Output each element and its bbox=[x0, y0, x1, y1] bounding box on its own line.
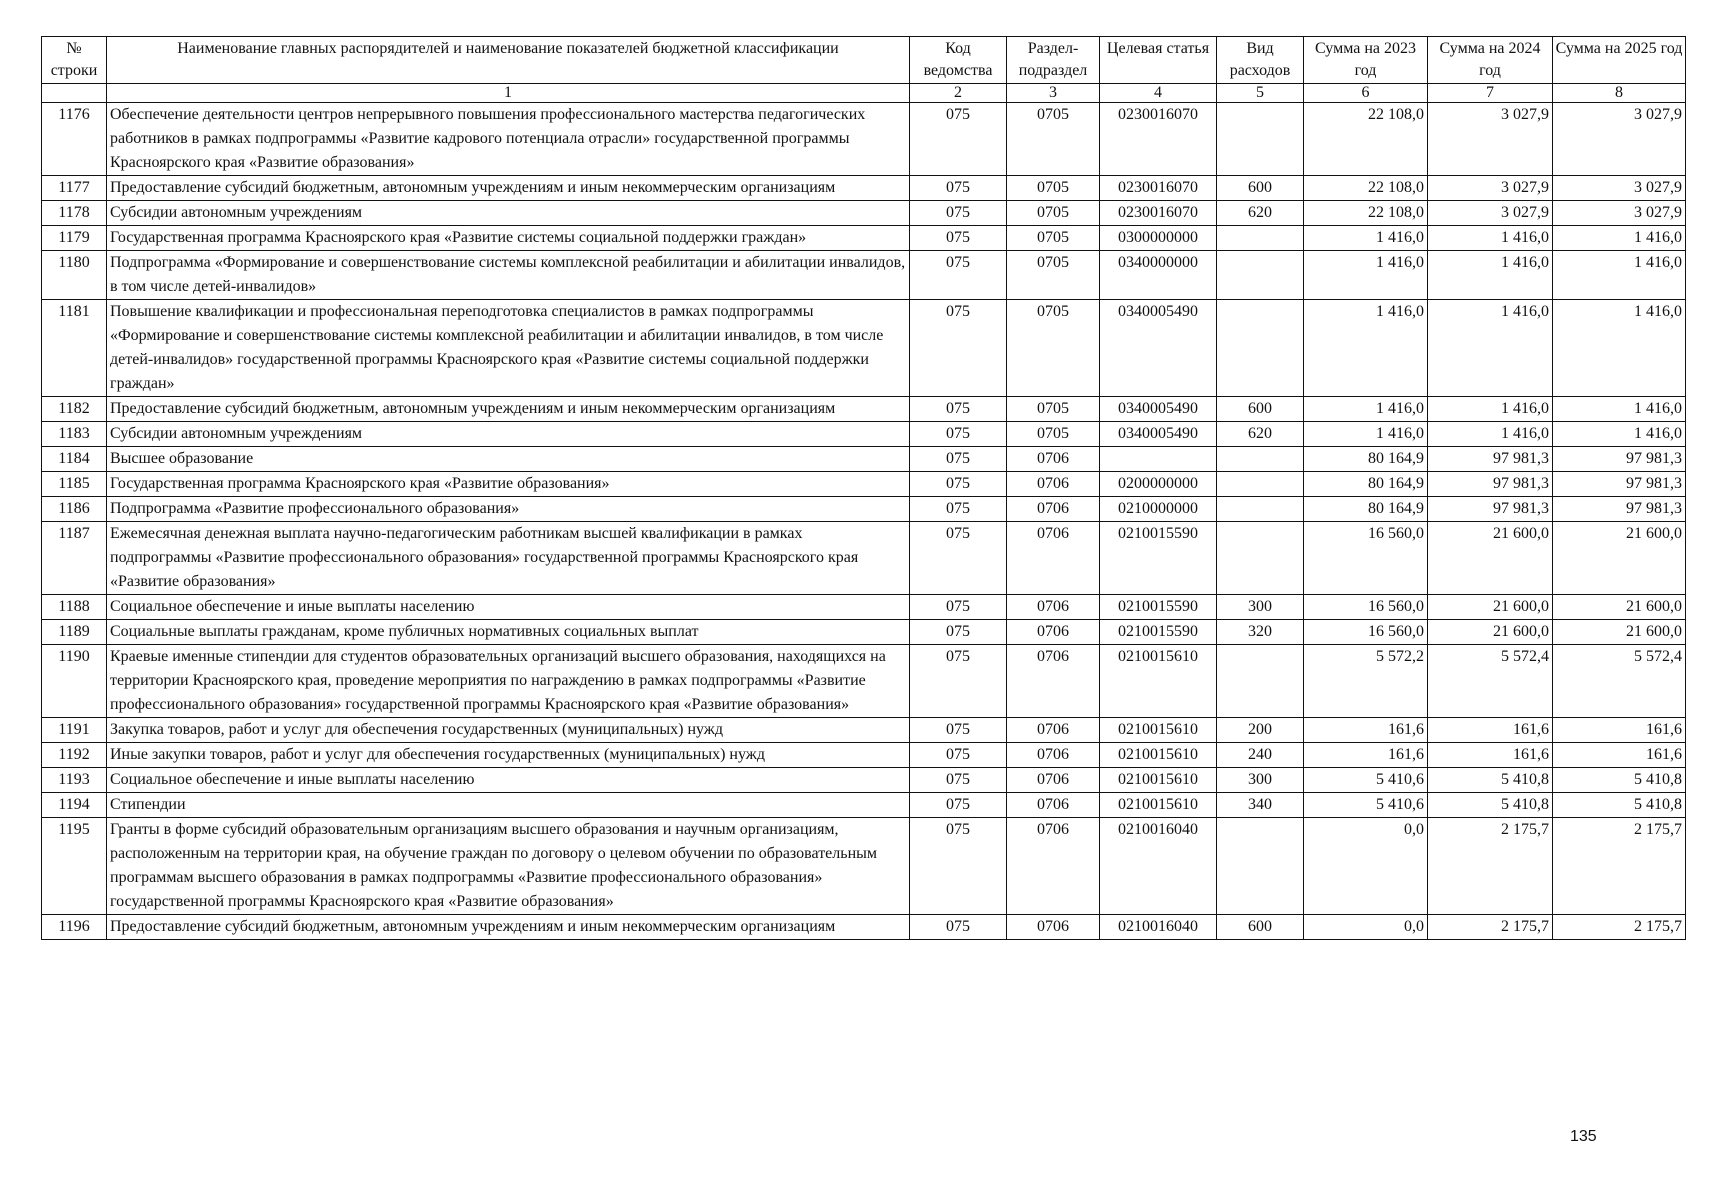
target-article-cell: 0210015590 bbox=[1100, 595, 1217, 620]
row-name-cell: Социальное обеспечение и иные выплаты населению bbox=[107, 595, 910, 620]
section-cell: 0706 bbox=[1007, 472, 1100, 497]
sum-2024-cell: 3 027,9 bbox=[1428, 201, 1553, 226]
row-name-cell: Подпрограмма «Формирование и совершенствование системы комплексной реабилитации и абилитации инвалидов, в том числе детей-инвалидов» bbox=[107, 251, 910, 300]
sum-2023-cell: 16 560,0 bbox=[1304, 522, 1428, 595]
row-name-cell: Субсидии автономным учреждениям bbox=[107, 422, 910, 447]
row-number-cell: 1183 bbox=[42, 422, 107, 447]
header-row-number: № строки bbox=[42, 37, 107, 84]
table-row bbox=[42, 743, 1686, 768]
row-name-cell: Государственная программа Красноярского края «Развитие системы социальной поддержки граждан» bbox=[107, 226, 910, 251]
row-name-cell: Стипендии bbox=[107, 793, 910, 818]
expense-type-cell: 240 bbox=[1217, 743, 1304, 768]
row-number-cell: 1191 bbox=[42, 718, 107, 743]
table-row bbox=[42, 793, 1686, 818]
department-code-cell: 075 bbox=[910, 915, 1007, 940]
sum-2023-cell: 1 416,0 bbox=[1304, 251, 1428, 300]
row-number-cell: 1181 bbox=[42, 300, 107, 397]
section-cell: 0705 bbox=[1007, 201, 1100, 226]
row-number-cell: 1187 bbox=[42, 522, 107, 595]
row-number-cell: 1196 bbox=[42, 915, 107, 940]
table-row bbox=[42, 818, 1686, 915]
section-cell: 0706 bbox=[1007, 497, 1100, 522]
column-index: 8 bbox=[1553, 84, 1686, 103]
sum-2023-cell: 0,0 bbox=[1304, 818, 1428, 915]
expense-type-cell: 340 bbox=[1217, 793, 1304, 818]
row-number-cell: 1182 bbox=[42, 397, 107, 422]
department-code-cell: 075 bbox=[910, 768, 1007, 793]
section-cell: 0705 bbox=[1007, 397, 1100, 422]
sum-2025-cell: 3 027,9 bbox=[1553, 176, 1686, 201]
sum-2025-cell: 21 600,0 bbox=[1553, 595, 1686, 620]
sum-2023-cell: 1 416,0 bbox=[1304, 422, 1428, 447]
sum-2024-cell: 21 600,0 bbox=[1428, 620, 1553, 645]
expense-type-cell: 300 bbox=[1217, 768, 1304, 793]
row-name-cell: Ежемесячная денежная выплата научно-педагогическим работникам высшей квалификации в рамках подпрограммы «Развитие профессионального образования» государственной программы Красноярского края «Развитие образования» bbox=[107, 522, 910, 595]
header-target-article: Целевая статья bbox=[1100, 37, 1217, 84]
table-row bbox=[42, 397, 1686, 422]
table-row bbox=[42, 915, 1686, 940]
row-number-cell: 1179 bbox=[42, 226, 107, 251]
expense-type-cell: 600 bbox=[1217, 397, 1304, 422]
department-code-cell: 075 bbox=[910, 743, 1007, 768]
sum-2024-cell: 2 175,7 bbox=[1428, 818, 1553, 915]
section-cell: 0706 bbox=[1007, 768, 1100, 793]
target-article-cell: 0340005490 bbox=[1100, 397, 1217, 422]
row-name-cell: Предоставление субсидий бюджетным, автономным учреждениям и иным некоммерческим организациям bbox=[107, 176, 910, 201]
target-article-cell: 0340000000 bbox=[1100, 251, 1217, 300]
column-index: 2 bbox=[910, 84, 1007, 103]
section-cell: 0705 bbox=[1007, 422, 1100, 447]
section-cell: 0705 bbox=[1007, 300, 1100, 397]
expense-type-cell bbox=[1217, 645, 1304, 718]
sum-2023-cell: 161,6 bbox=[1304, 743, 1428, 768]
target-article-cell: 0210015590 bbox=[1100, 522, 1217, 595]
row-name-cell: Субсидии автономным учреждениям bbox=[107, 201, 910, 226]
sum-2023-cell: 22 108,0 bbox=[1304, 176, 1428, 201]
sum-2023-cell: 22 108,0 bbox=[1304, 201, 1428, 226]
page-number: 135 bbox=[1570, 1128, 1597, 1145]
expense-type-cell: 600 bbox=[1217, 915, 1304, 940]
sum-2025-cell: 5 410,8 bbox=[1553, 768, 1686, 793]
section-cell: 0706 bbox=[1007, 645, 1100, 718]
row-name-cell: Закупка товаров, работ и услуг для обеспечения государственных (муниципальных) нужд bbox=[107, 718, 910, 743]
row-name-cell: Повышение квалификации и профессиональная переподготовка специалистов в рамках подпрограммы «Формирование и совершенствование системы комплексной реабилитации и абилитации инвалидов, в том числе детей-инвалидов» государственной программы Красноярского края «Развитие системы социальной поддержки граждан» bbox=[107, 300, 910, 397]
sum-2024-cell: 21 600,0 bbox=[1428, 522, 1553, 595]
row-number-cell: 1193 bbox=[42, 768, 107, 793]
sum-2025-cell: 2 175,7 bbox=[1553, 818, 1686, 915]
section-cell: 0705 bbox=[1007, 251, 1100, 300]
table-row bbox=[42, 768, 1686, 793]
target-article-cell: 0210015610 bbox=[1100, 743, 1217, 768]
department-code-cell: 075 bbox=[910, 472, 1007, 497]
table-row bbox=[42, 176, 1686, 201]
sum-2024-cell: 5 572,4 bbox=[1428, 645, 1553, 718]
expense-type-cell bbox=[1217, 522, 1304, 595]
target-article-cell: 0210015590 bbox=[1100, 620, 1217, 645]
sum-2025-cell: 1 416,0 bbox=[1553, 251, 1686, 300]
column-index: 7 bbox=[1428, 84, 1553, 103]
column-index: 6 bbox=[1304, 84, 1428, 103]
header-name: Наименование главных распорядителей и наименование показателей бюджетной классификации bbox=[107, 37, 910, 84]
column-index bbox=[42, 84, 107, 103]
target-article-cell: 0210016040 bbox=[1100, 818, 1217, 915]
sum-2023-cell: 16 560,0 bbox=[1304, 595, 1428, 620]
header-sum-2025: Сумма на 2025 год bbox=[1553, 37, 1686, 84]
target-article-cell: 0210016040 bbox=[1100, 915, 1217, 940]
header-sum-2023: Сумма на 2023 год bbox=[1304, 37, 1428, 84]
department-code-cell: 075 bbox=[910, 595, 1007, 620]
sum-2025-cell: 97 981,3 bbox=[1553, 447, 1686, 472]
expense-type-cell: 600 bbox=[1217, 176, 1304, 201]
row-name-cell: Социальные выплаты гражданам, кроме публичных нормативных социальных выплат bbox=[107, 620, 910, 645]
expense-type-cell bbox=[1217, 497, 1304, 522]
target-article-cell: 0340005490 bbox=[1100, 300, 1217, 397]
row-name-cell: Государственная программа Красноярского края «Развитие образования» bbox=[107, 472, 910, 497]
target-article-cell: 0210015610 bbox=[1100, 768, 1217, 793]
expense-type-cell: 300 bbox=[1217, 595, 1304, 620]
table-row bbox=[42, 595, 1686, 620]
sum-2023-cell: 5 410,6 bbox=[1304, 793, 1428, 818]
sum-2023-cell: 80 164,9 bbox=[1304, 497, 1428, 522]
section-cell: 0706 bbox=[1007, 595, 1100, 620]
section-cell: 0706 bbox=[1007, 743, 1100, 768]
table-row bbox=[42, 201, 1686, 226]
row-name-cell: Обеспечение деятельности центров непрерывного повышения профессионального мастерства педагогических работников в рамках подпрограммы «Развитие кадрового потенциала отрасли» государственной программы Красноярского края «Развитие образования» bbox=[107, 103, 910, 176]
budget-document bbox=[41, 36, 1686, 940]
sum-2025-cell: 161,6 bbox=[1553, 743, 1686, 768]
department-code-cell: 075 bbox=[910, 645, 1007, 718]
table-row bbox=[42, 300, 1686, 397]
sum-2024-cell: 1 416,0 bbox=[1428, 422, 1553, 447]
table-row bbox=[42, 620, 1686, 645]
target-article-cell: 0300000000 bbox=[1100, 226, 1217, 251]
sum-2025-cell: 97 981,3 bbox=[1553, 472, 1686, 497]
target-article-cell: 0210000000 bbox=[1100, 497, 1217, 522]
sum-2025-cell: 1 416,0 bbox=[1553, 397, 1686, 422]
row-name-cell: Краевые именные стипендии для студентов образовательных организаций высшего образования, находящихся на территории Красноярского края, проведение мероприятия по награждению в рамках подпрограммы «Развитие профессионального образования» государственной программы Красноярского края «Развитие образования» bbox=[107, 645, 910, 718]
expense-type-cell bbox=[1217, 472, 1304, 497]
target-article-cell: 0230016070 bbox=[1100, 201, 1217, 226]
sum-2023-cell: 0,0 bbox=[1304, 915, 1428, 940]
header-section: Раздел-подраздел bbox=[1007, 37, 1100, 84]
department-code-cell: 075 bbox=[910, 103, 1007, 176]
sum-2023-cell: 80 164,9 bbox=[1304, 447, 1428, 472]
department-code-cell: 075 bbox=[910, 620, 1007, 645]
expense-type-cell: 200 bbox=[1217, 718, 1304, 743]
header-sum-2024: Сумма на 2024 год bbox=[1428, 37, 1553, 84]
section-cell: 0706 bbox=[1007, 447, 1100, 472]
target-article-cell: 0230016070 bbox=[1100, 103, 1217, 176]
target-article-cell: 0230016070 bbox=[1100, 176, 1217, 201]
sum-2024-cell: 97 981,3 bbox=[1428, 472, 1553, 497]
sum-2025-cell: 97 981,3 bbox=[1553, 497, 1686, 522]
target-article-cell: 0210015610 bbox=[1100, 718, 1217, 743]
sum-2024-cell: 97 981,3 bbox=[1428, 447, 1553, 472]
sum-2024-cell: 1 416,0 bbox=[1428, 226, 1553, 251]
department-code-cell: 075 bbox=[910, 447, 1007, 472]
row-number-cell: 1189 bbox=[42, 620, 107, 645]
expense-type-cell bbox=[1217, 226, 1304, 251]
table-header-row bbox=[42, 37, 1686, 84]
sum-2024-cell: 1 416,0 bbox=[1428, 397, 1553, 422]
sum-2025-cell: 3 027,9 bbox=[1553, 103, 1686, 176]
target-article-cell: 0340005490 bbox=[1100, 422, 1217, 447]
section-cell: 0705 bbox=[1007, 103, 1100, 176]
expense-type-cell bbox=[1217, 300, 1304, 397]
row-number-cell: 1176 bbox=[42, 103, 107, 176]
header-department-code: Код ведомства bbox=[910, 37, 1007, 84]
budget-table bbox=[41, 36, 1686, 940]
sum-2025-cell: 5 572,4 bbox=[1553, 645, 1686, 718]
sum-2025-cell: 21 600,0 bbox=[1553, 620, 1686, 645]
column-index: 3 bbox=[1007, 84, 1100, 103]
row-name-cell: Высшее образование bbox=[107, 447, 910, 472]
section-cell: 0706 bbox=[1007, 793, 1100, 818]
row-number-cell: 1180 bbox=[42, 251, 107, 300]
table-row bbox=[42, 447, 1686, 472]
target-article-cell bbox=[1100, 447, 1217, 472]
row-name-cell: Предоставление субсидий бюджетным, автономным учреждениям и иным некоммерческим организациям bbox=[107, 397, 910, 422]
department-code-cell: 075 bbox=[910, 397, 1007, 422]
section-cell: 0706 bbox=[1007, 818, 1100, 915]
target-article-cell: 0200000000 bbox=[1100, 472, 1217, 497]
sum-2023-cell: 5 572,2 bbox=[1304, 645, 1428, 718]
sum-2023-cell: 1 416,0 bbox=[1304, 226, 1428, 251]
table-row bbox=[42, 251, 1686, 300]
department-code-cell: 075 bbox=[910, 497, 1007, 522]
row-name-cell: Гранты в форме субсидий образовательным организациям высшего образования и научным организациям, расположенным на территории края, на обучение граждан по договору о целевом обучении по образовательным программам высшего образования в рамках подпрограммы «Развитие профессионального образования» государственной программы Красноярского края «Развитие образования» bbox=[107, 818, 910, 915]
sum-2024-cell: 161,6 bbox=[1428, 718, 1553, 743]
row-name-cell: Подпрограмма «Развитие профессионального образования» bbox=[107, 497, 910, 522]
row-number-cell: 1190 bbox=[42, 645, 107, 718]
sum-2025-cell: 3 027,9 bbox=[1553, 201, 1686, 226]
expense-type-cell: 620 bbox=[1217, 201, 1304, 226]
row-number-cell: 1195 bbox=[42, 818, 107, 915]
sum-2023-cell: 161,6 bbox=[1304, 718, 1428, 743]
sum-2023-cell: 5 410,6 bbox=[1304, 768, 1428, 793]
section-cell: 0705 bbox=[1007, 226, 1100, 251]
department-code-cell: 075 bbox=[910, 300, 1007, 397]
section-cell: 0706 bbox=[1007, 718, 1100, 743]
target-article-cell: 0210015610 bbox=[1100, 645, 1217, 718]
table-row bbox=[42, 472, 1686, 497]
table-row bbox=[42, 422, 1686, 447]
sum-2023-cell: 80 164,9 bbox=[1304, 472, 1428, 497]
sum-2023-cell: 1 416,0 bbox=[1304, 397, 1428, 422]
column-index: 4 bbox=[1100, 84, 1217, 103]
sum-2025-cell: 21 600,0 bbox=[1553, 522, 1686, 595]
sum-2023-cell: 22 108,0 bbox=[1304, 103, 1428, 176]
sum-2023-cell: 16 560,0 bbox=[1304, 620, 1428, 645]
sum-2024-cell: 161,6 bbox=[1428, 743, 1553, 768]
table-row bbox=[42, 645, 1686, 718]
row-name-cell: Предоставление субсидий бюджетным, автономным учреждениям и иным некоммерческим организациям bbox=[107, 915, 910, 940]
table-row bbox=[42, 103, 1686, 176]
table-row bbox=[42, 497, 1686, 522]
table-row bbox=[42, 718, 1686, 743]
department-code-cell: 075 bbox=[910, 718, 1007, 743]
table-row bbox=[42, 226, 1686, 251]
sum-2024-cell: 3 027,9 bbox=[1428, 176, 1553, 201]
row-number-cell: 1178 bbox=[42, 201, 107, 226]
header-expense-type: Вид расходов bbox=[1217, 37, 1304, 84]
sum-2024-cell: 1 416,0 bbox=[1428, 251, 1553, 300]
department-code-cell: 075 bbox=[910, 422, 1007, 447]
expense-type-cell: 320 bbox=[1217, 620, 1304, 645]
sum-2025-cell: 5 410,8 bbox=[1553, 793, 1686, 818]
sum-2024-cell: 97 981,3 bbox=[1428, 497, 1553, 522]
sum-2025-cell: 161,6 bbox=[1553, 718, 1686, 743]
row-number-cell: 1185 bbox=[42, 472, 107, 497]
department-code-cell: 075 bbox=[910, 522, 1007, 595]
department-code-cell: 075 bbox=[910, 201, 1007, 226]
row-number-cell: 1186 bbox=[42, 497, 107, 522]
target-article-cell: 0210015610 bbox=[1100, 793, 1217, 818]
table-body bbox=[42, 103, 1686, 940]
sum-2025-cell: 1 416,0 bbox=[1553, 226, 1686, 251]
row-number-cell: 1184 bbox=[42, 447, 107, 472]
row-number-cell: 1177 bbox=[42, 176, 107, 201]
row-name-cell: Иные закупки товаров, работ и услуг для обеспечения государственных (муниципальных) нужд bbox=[107, 743, 910, 768]
expense-type-cell bbox=[1217, 818, 1304, 915]
expense-type-cell bbox=[1217, 103, 1304, 176]
sum-2024-cell: 5 410,8 bbox=[1428, 768, 1553, 793]
expense-type-cell: 620 bbox=[1217, 422, 1304, 447]
row-number-cell: 1192 bbox=[42, 743, 107, 768]
section-cell: 0706 bbox=[1007, 522, 1100, 595]
sum-2024-cell: 3 027,9 bbox=[1428, 103, 1553, 176]
row-name-cell: Социальное обеспечение и иные выплаты населению bbox=[107, 768, 910, 793]
sum-2023-cell: 1 416,0 bbox=[1304, 300, 1428, 397]
department-code-cell: 075 bbox=[910, 793, 1007, 818]
sum-2024-cell: 21 600,0 bbox=[1428, 595, 1553, 620]
department-code-cell: 075 bbox=[910, 226, 1007, 251]
sum-2024-cell: 1 416,0 bbox=[1428, 300, 1553, 397]
section-cell: 0706 bbox=[1007, 915, 1100, 940]
column-index: 5 bbox=[1217, 84, 1304, 103]
expense-type-cell bbox=[1217, 251, 1304, 300]
row-number-cell: 1188 bbox=[42, 595, 107, 620]
sum-2024-cell: 5 410,8 bbox=[1428, 793, 1553, 818]
table-row bbox=[42, 522, 1686, 595]
sum-2025-cell: 1 416,0 bbox=[1553, 300, 1686, 397]
column-index: 1 bbox=[107, 84, 910, 103]
sum-2025-cell: 2 175,7 bbox=[1553, 915, 1686, 940]
department-code-cell: 075 bbox=[910, 176, 1007, 201]
section-cell: 0705 bbox=[1007, 176, 1100, 201]
row-number-cell: 1194 bbox=[42, 793, 107, 818]
department-code-cell: 075 bbox=[910, 818, 1007, 915]
sum-2025-cell: 1 416,0 bbox=[1553, 422, 1686, 447]
expense-type-cell bbox=[1217, 447, 1304, 472]
department-code-cell: 075 bbox=[910, 251, 1007, 300]
column-index-row bbox=[42, 84, 1686, 103]
section-cell: 0706 bbox=[1007, 620, 1100, 645]
sum-2024-cell: 2 175,7 bbox=[1428, 915, 1553, 940]
